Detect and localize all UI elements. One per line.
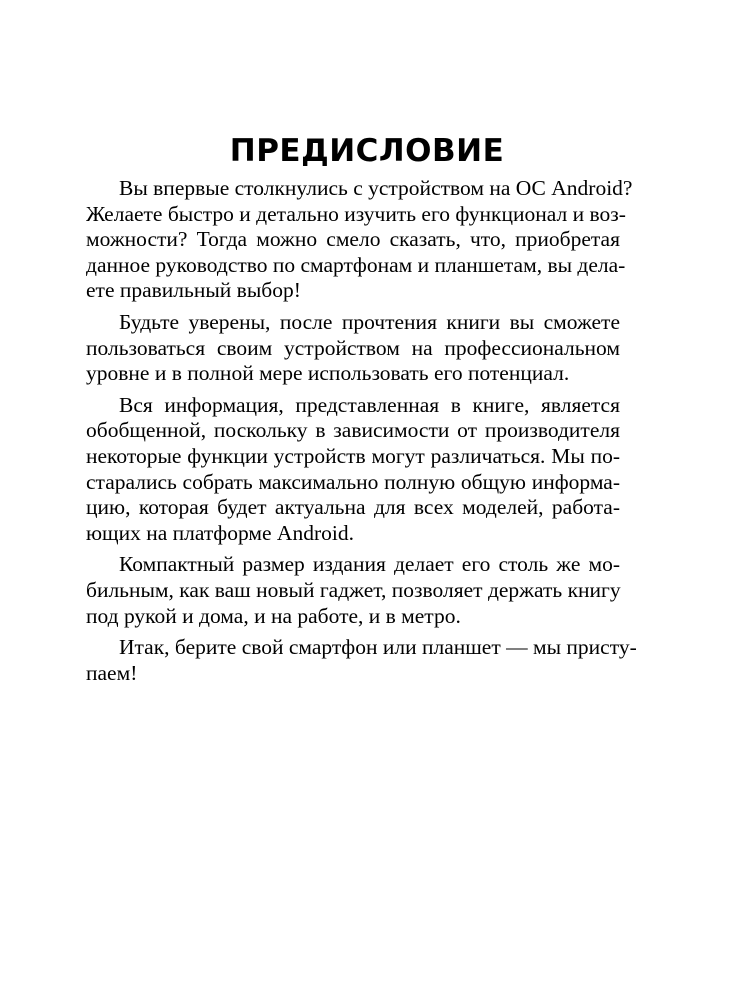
text-line: Желаете быстро и детально изучить его функционал и воз-: [86, 201, 626, 226]
page-title: ПРЕДИСЛОВИЕ: [229, 133, 505, 169]
preface-body: [86, 176, 637, 692]
text-line: данное руководство по смартфонам и планшетам, вы дела-: [86, 252, 626, 277]
text-line: можности? Тогда можно смело сказать, что, приобретая: [86, 227, 620, 252]
text-line: пользоваться своим устройством на профессиональном: [86, 335, 620, 360]
text-line: некоторые функции устройств могут различаться. Мы по-: [86, 443, 620, 468]
paragraph-3: [86, 393, 620, 547]
text-line: бильным, как ваш новый гаджет, позволяет держать книгу: [86, 577, 621, 602]
text-line: ющих на платформе Android.: [86, 520, 354, 545]
text-line: цию, которая будет актуальна для всех моделей, работа-: [86, 495, 620, 520]
text-line: Компактный размер издания делает его столь же мо-: [119, 552, 620, 577]
paragraph-2: [86, 310, 620, 387]
text-line: Вы впервые столкнулись с устройством на ОС Android?: [119, 176, 633, 200]
paragraph-1: [86, 176, 633, 304]
text-line: Итак, берите свой смартфон или планшет — мы присту-: [119, 635, 637, 660]
text-line: ете правильный выбор!: [86, 278, 301, 303]
paragraph-5: [86, 635, 637, 686]
text-line: Будьте уверены, после прочтения книги вы сможете: [119, 309, 620, 334]
text-line: Вся информация, представленная в книге, является: [119, 392, 620, 417]
text-line: обобщенной, поскольку в зависимости от производителя: [86, 418, 620, 443]
text-line: старались собрать максимально полную общую информа-: [86, 469, 620, 494]
paragraph-4: [86, 552, 620, 629]
text-line: паем!: [86, 660, 138, 685]
text-line: уровне и в полной мере использовать его потенциал.: [86, 361, 570, 386]
text-line: под рукой и дома, и на работе, и в метро.: [86, 603, 461, 628]
